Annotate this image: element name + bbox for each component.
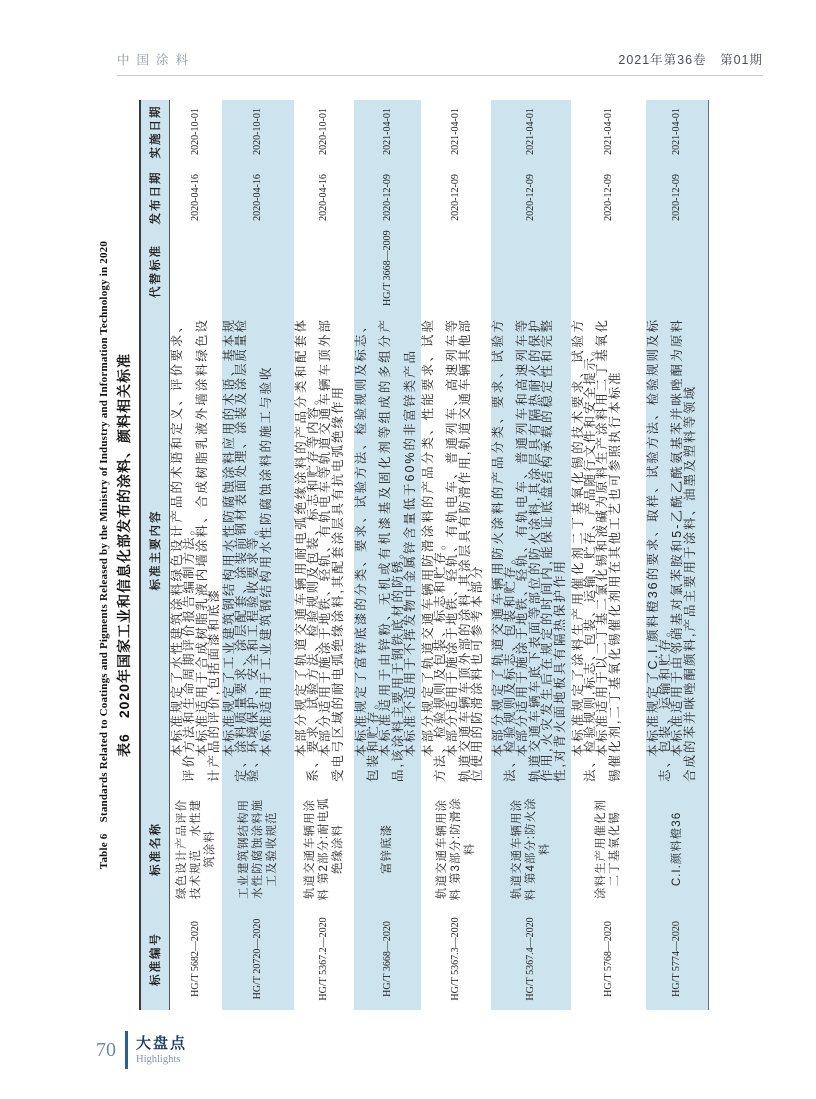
row-name-cell: 绿色设计产品评价技术规范 水性建筑涂料 — [175, 799, 216, 899]
table-body — [170, 100, 709, 1010]
row-impldate-cell: 2020-10-01 — [190, 108, 202, 155]
content-paragraph: 本标准适用于由锌粉、无机或有机漆基及固化剂等组成的多组分产品,该涂料主要用于钢铁底材的防锈。 — [378, 318, 405, 782]
content-paragraph: 本部分规定了轨道交通车辆用防火涂料的产品分类、要求、试验方法、检验规则及标志、包装和贮存。 — [490, 318, 518, 782]
column-header-3: 代替标准 — [140, 232, 170, 310]
section-label — [136, 1035, 187, 1066]
row-content-cell — [170, 310, 222, 790]
row-impldate-cell: 2021-04-01 — [354, 100, 421, 163]
table-row — [294, 100, 354, 1010]
row-content-cell — [571, 310, 646, 790]
content-paragraph: 本标准适用于以二丁基二氯化锡和液碱为原料生产涂料用二丁基氧化锡催化剂,二丁基氧化锡催化剂用在其他工艺也可参照执行本标准 — [595, 318, 622, 782]
row-pubdate-cell: 2020-12-09 — [602, 174, 614, 221]
row-replaced-cell: HG/T 3668—2009 — [354, 232, 421, 310]
content-paragraph: 本部分适用于施涂于地铁、轻轨、有轨电车、普通列车、高速列车等轨道交通车辆车顶外部的涂料,其涂层具有防滑作用,轨道交通车辆其他部位使用的防滑涂料也可参考本部分 — [445, 318, 485, 782]
table-row — [571, 100, 646, 1010]
row-name-cell: C.I.颜料橙36 — [646, 790, 709, 908]
row-name-cell: 轨道交通车辆用涂料 第2部分:耐电弧绝缘涂料 — [303, 797, 344, 901]
table-header-row — [140, 100, 170, 1010]
row-pubdate-cell: 2020-12-09 — [646, 163, 709, 232]
page-number: 70 — [96, 1038, 116, 1061]
column-header-1: 标准名称 — [140, 790, 170, 908]
table-row — [170, 100, 222, 1010]
row-impldate-cell: 2021-04-01 — [602, 108, 614, 155]
row-content-cell — [294, 310, 354, 790]
column-header-5: 实施日期 — [140, 100, 170, 163]
content-paragraph: 本标准规定了工业建筑钢结构用水性防腐蚀涂料应用的术语、基本规定、涂料质量要求、涂层配套、涂装前钢材表面处理、涂装及涂层质量检验、环境保护、安全和工程验收要求等。 — [221, 317, 261, 782]
row-impldate-cell: 2021-04-01 — [646, 100, 709, 163]
row-replaced-cell — [491, 232, 571, 310]
row-replaced-cell — [170, 232, 222, 310]
content-paragraph: 本标准规定了涂料生产用催化剂二丁基氧化锡的技术要求、试验方法、检验规则,标志、包装、运输、贮存、产品随行文件和安全提示。 — [570, 318, 598, 782]
row-content-cell — [222, 310, 294, 790]
row-number-cell: HG/T 5774—2020 — [646, 908, 709, 1010]
content-paragraph: 本标准规定了富锌底漆的分类、要求、试验方法、检验规则及标志、包装和贮存。 — [353, 318, 381, 782]
row-content-cell — [421, 310, 491, 790]
content-paragraph: 本部分规定了轨道交通车辆用防滑涂料的产品分类、性能要求、试验方法、检验规则及包装、标志和贮存。 — [420, 318, 448, 782]
table-row — [354, 100, 421, 1010]
row-name-cell: 轨道交通车辆用涂料 第3部分:防滑涂料 — [435, 797, 476, 901]
content-paragraph: 本部分适用于施涂于地铁、轻轨、有轨电车、普通列车和高速列车等轨道交通车辆车底下表面等部位的防火涂料,其涂层具有隔热耐火的保护作用,火灾发生后在规定的时间内,能保证底盘结构承载的稳定性和完整性,对背火面地板具有隔热保护作用 — [515, 318, 567, 782]
column-header-2: 标准主要内容 — [140, 310, 170, 790]
row-number-cell: HG/T 5768—2020 — [602, 921, 614, 997]
table-title-en: Table 6 Standards Related to Coatings and Pigments Released by the Ministry of Industry and Information Technology in 2020 — [98, 240, 110, 870]
row-number-cell: HG/T 5682—2020 — [190, 921, 202, 997]
row-name-cell: 富锌底漆 — [354, 790, 421, 908]
content-paragraph: 本标准规定了水性建筑涂料绿色设计产品的术语和定义、评价要求、评价方法和生命周期评价报告编制方法。 — [170, 318, 197, 782]
row-content-cell — [491, 310, 571, 790]
rotated-table-block — [95, 100, 709, 1010]
content-paragraph: 本标准规定了C.I.颜料橙36的要求、取样、试验方法、检验规则及标志、包装、运输和贮存。 — [645, 318, 673, 782]
content-paragraph: 本部分适用于施涂于地铁、轻轨、有轨电车等轨道交通车辆车顶外部受电弓区域的耐电弧绝缘涂料,其配套涂层具有抗电弧绝缘作用 — [318, 318, 345, 782]
table-row — [491, 100, 571, 1010]
row-replaced-cell — [222, 232, 294, 310]
row-impldate-cell: 2021-04-01 — [491, 100, 571, 163]
row-replaced-cell — [571, 232, 646, 310]
running-head — [117, 50, 763, 76]
row-pubdate-cell: 2020-12-09 — [491, 163, 571, 232]
row-impldate-cell: 2020-10-01 — [222, 100, 294, 163]
row-replaced-cell — [646, 232, 709, 310]
row-number-cell: HG/T 5367.4—2020 — [491, 908, 571, 1010]
table-title-cn: 表6 2020年国家工业和信息化部发布的涂料、颜料相关标准 — [116, 353, 132, 757]
row-name-cell: 涂料生产用催化剂 二丁基氧化锡 — [595, 799, 622, 899]
content-paragraph: 本标准适用于工业建筑钢结构用水性防腐蚀涂料的施工与验收 — [258, 365, 273, 757]
content-paragraph: 本部分规定了轨道交通车辆用耐电弧绝缘涂料的产品分类和配套体系、要求、试验方法、检验规则及包装、标志和贮存等内容。 — [293, 318, 321, 782]
row-replaced-cell — [421, 232, 491, 310]
section-title-cn: 大盘点 — [136, 1034, 188, 1052]
table-row — [222, 100, 294, 1010]
content-paragraph: 本标准不适用于不挥发物中金属锌含量低于60%的非富锌类产品 — [403, 348, 418, 757]
row-pubdate-cell: 2020-04-16 — [190, 174, 202, 221]
row-name-cell: 工业建筑钢结构用水性防腐蚀涂料施工及验收规范 — [222, 790, 294, 908]
table-row — [421, 100, 491, 1010]
column-header-0: 标准编号 — [140, 908, 170, 1010]
row-number-cell: HG/T 5367.3—2020 — [450, 917, 462, 1001]
issue-info: 2021年第36卷 第01期 — [618, 53, 763, 67]
column-header-4: 发布日期 — [140, 163, 170, 232]
row-pubdate-cell: 2020-12-09 — [450, 174, 462, 221]
footer-divider-bar — [125, 1031, 128, 1069]
row-number-cell: HG/T 5367.2—2020 — [318, 917, 330, 1001]
row-pubdate-cell: 2020-12-09 — [354, 163, 421, 232]
row-number-cell: HG/T 20720—2020 — [222, 908, 294, 1010]
content-paragraph: 本标准适用于合成树脂乳液内墙涂料、合成树脂乳液外墙涂料绿色设计产品的评价,包括面漆和底漆 — [194, 318, 222, 782]
row-impldate-cell: 2020-10-01 — [318, 108, 330, 155]
table-row — [646, 100, 709, 1010]
row-name-cell: 轨道交通车辆用涂料 第4部分:防火涂料 — [491, 790, 571, 908]
standards-table — [139, 100, 709, 1010]
content-paragraph: 本标准适用于由邻硝基对氯苯胺和5-乙酰乙酰氨基苯并咪唑酮为原料合成的苯并咪唑酮颜料,产品主要用于涂料、油墨及塑料等领域 — [670, 318, 697, 782]
row-replaced-cell — [294, 232, 354, 310]
row-pubdate-cell: 2020-04-16 — [318, 174, 330, 221]
page-footer — [96, 1031, 187, 1069]
row-content-cell — [646, 310, 709, 790]
journal-name: 中国涂料 — [117, 53, 196, 67]
row-impldate-cell: 2021-04-01 — [450, 108, 462, 155]
row-number-cell: HG/T 3668—2020 — [354, 908, 421, 1010]
section-title-en: Highlights — [136, 1053, 181, 1065]
row-content-cell — [354, 310, 421, 790]
row-pubdate-cell: 2020-04-16 — [222, 163, 294, 232]
